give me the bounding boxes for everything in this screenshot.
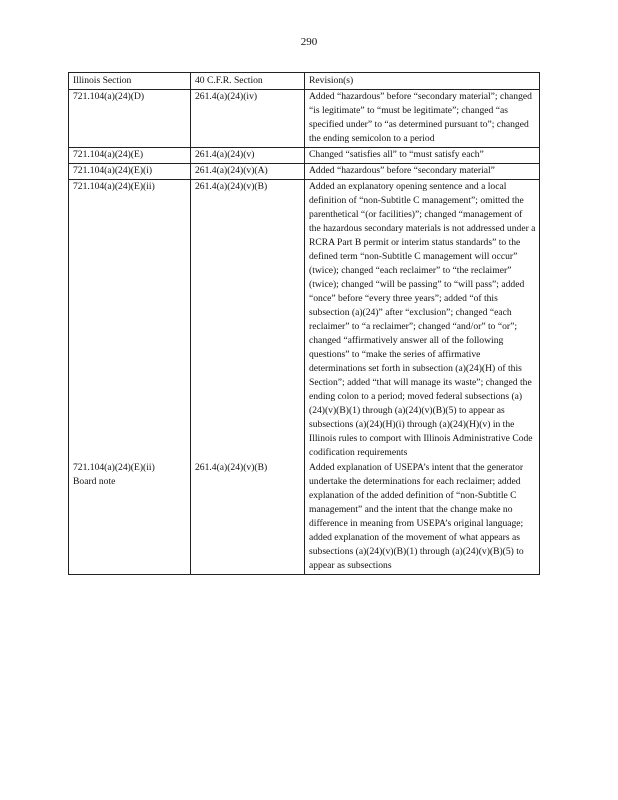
cfr-section-cell: 261.4(a)(24)(v)(B) [191, 180, 305, 462]
table-row [69, 180, 540, 462]
table-row [69, 461, 540, 575]
cfr-section-cell: 261.4(a)(24)(v)(A) [191, 164, 305, 180]
revision-cell: Added an explanatory opening sentence and a local definition of “non-Subtitle C management”; omitted the parenthetical “(or facilities)”; changed “management of the hazardous secondary materials is not addressed under a RCRA Part B permit or interim status standards” to the defined term “non-Subtitle C management will occur” (twice); changed “each reclaimer” to “the reclaimer” (twice); changed “will be passing” to “will pass”; added “once” before “every three years”; added “of this subsection (a)(24)” after “exclusion”; changed “each reclaimer” to “a reclaimer”; changed “and/or” to “or”; changed “affirmatively answer all of the following questions” to “make the series of affirmative determinations set forth in subsection (a)(24)(H) of this Section”; added “that will manage its waste”; changed the ending colon to a period; moved federal subsections (a)(24)(v)(B)(1) through (a)(24)(v)(B)(5) to appear as subsections (a)(24)(H)(i) through (a)(24)(H)(v) in the Illinois rules to comport with Illinois Administrative Code codification requirements [305, 180, 540, 462]
revisions-table [68, 72, 540, 575]
cfr-section-cell: 261.4(a)(24)(v) [191, 148, 305, 164]
cfr-section-cell: 261.4(a)(24)(v)(B) [191, 461, 305, 575]
table-row [69, 148, 540, 164]
illinois-section-cell [69, 461, 191, 575]
table-row [69, 164, 540, 180]
illinois-section-cell [69, 90, 191, 148]
table-header-row [69, 73, 540, 90]
board-note-label: Board note [73, 476, 116, 487]
header-revisions: Revision(s) [305, 73, 540, 90]
revision-cell: Changed “satisfies all” to “must satisfy each” [305, 148, 540, 164]
illinois-section-cell [69, 164, 191, 180]
header-cfr-section: 40 C.F.R. Section [191, 73, 305, 90]
table-row [69, 90, 540, 148]
illinois-section-cell [69, 148, 191, 164]
illinois-section-text: 721.104(a)(24)(D) [73, 91, 145, 102]
illinois-section-cell [69, 180, 191, 462]
illinois-section-text: 721.104(a)(24)(E)(ii) [73, 181, 155, 192]
illinois-section-text: 721.104(a)(24)(E) [73, 149, 144, 160]
cfr-section-cell: 261.4(a)(24)(iv) [191, 90, 305, 148]
illinois-section-text: 721.104(a)(24)(E)(i) [73, 165, 153, 176]
page-number: 290 [300, 36, 318, 48]
revision-cell: Added “hazardous” before “secondary material”; changed “is legitimate” to “must be legitimate”; changed “as specified under” to “as determined pursuant to”; changed the ending semicolon to a period [305, 90, 540, 148]
revision-cell: Added “hazardous” before “secondary material” [305, 164, 540, 180]
header-illinois-section: Illinois Section [69, 73, 191, 90]
illinois-section-text: 721.104(a)(24)(E)(ii) [73, 462, 155, 473]
revision-cell: Added explanation of USEPA’s intent that the generator undertake the determinations for each reclaimer; added explanation of the added definition of “non-Subtitle C management” and the intent that the change make no difference in meaning from USEPA’s original language; added explanation of the movement of what appears as subsections (a)(24)(v)(B)(1) through (a)(24)(v)(B)(5) to appear as subsections [305, 461, 540, 575]
